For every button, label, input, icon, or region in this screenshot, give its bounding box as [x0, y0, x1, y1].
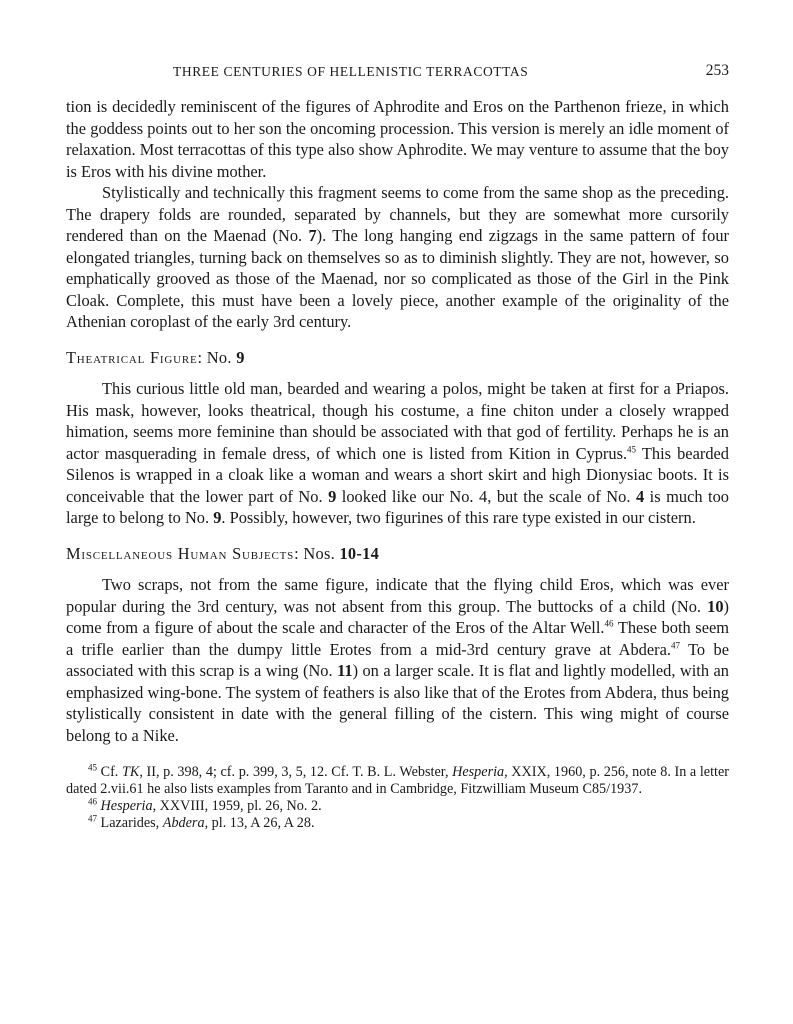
paragraph-3 [66, 378, 729, 529]
footnote-number: 46 [88, 796, 97, 807]
paragraph-3-text-c: looked like our No. 4, but the scale of No. [336, 486, 636, 506]
footnote-italic: Abdera [162, 815, 205, 831]
catalogue-number: 10 [707, 596, 724, 616]
footnote-italic: Hesperia [100, 798, 153, 814]
section-heading-number: 10-14 [339, 543, 380, 563]
section-heading-miscellaneous-human-subjects [66, 543, 729, 565]
footnote-text: , XXIX, 1960, p. 256, note 8. In a letter dated 2.vii.61 he also lists examples from Taranto and in Cambridge, Fitzwilliam Museum C85/1937. [66, 764, 729, 797]
catalogue-number: 9 [213, 508, 222, 527]
paragraph-4-text-d: To be associated with this scrap is a wing (No. [66, 639, 729, 680]
catalogue-number: 4 [635, 486, 645, 506]
section-heading-label: Theatrical Figure [66, 347, 198, 367]
paragraph-4-text-e: ) on a larger scale. It is flat and lightly modelled, with an emphasized wing-bone. The system of feathers is also like that of the Erotes from Abdera, thus being stylistically consistent in date with the general filling of the cistern. This wing might of course belong to a Nike. [66, 661, 729, 745]
footnote-text: Lazarides, [97, 815, 163, 831]
page [66, 60, 729, 832]
footnote-ref-45: 45 [627, 444, 637, 455]
catalogue-number: 7 [308, 226, 317, 245]
paragraph-2-text-a: Stylistically and technically this fragment seems to come from the same shop as the preceding. The drapery folds are rounded, separated by channels, but they are somewhat more cursorily rendered than on the Maenad (No. [66, 183, 729, 245]
paragraph-1-text: tion is decidedly reminiscent of the figures of Aphrodite and Eros on the Parthenon frieze, in which the goddess points out to her son the oncoming procession. This version is merely an idle moment of relaxation. Most terracottas of this type also show Aphrodite. We may venture to assume that the boy is Eros with his divine mother. [66, 97, 729, 181]
paragraph-4-text-b: ) come from a figure of about the scale and character of the Eros of the Altar Well. [66, 596, 729, 637]
footnote-italic: Hesperia [452, 764, 505, 780]
footnote-italic: TK [121, 764, 140, 780]
section-heading-number: 9 [236, 347, 245, 367]
section-heading-label: Miscellaneous Human Subjects [66, 543, 295, 563]
footnote-46 [66, 798, 729, 815]
paragraph-3-text-e: . Possibly, however, two figurines of this rare type existed in our cistern. [221, 508, 696, 527]
footnote-text: , pl. 13, A 26, A 28. [204, 815, 315, 831]
page-number: 253 [705, 62, 729, 79]
catalogue-number: 9 [328, 486, 337, 506]
body-text [66, 96, 729, 746]
paragraph-1 [66, 96, 729, 182]
footnote-ref-47: 47 [670, 640, 680, 651]
paragraph-3-text-b: This bearded Silenos is wrapped in a cloak like a woman and wears a short skirt and high Dionysiac boots. It is conceivable that the lower part of No. [66, 443, 729, 506]
footnote-text: , II, p. 398, 4; cf. p. 399, 3, 5, 12. Cf. T. B. L. Webster, [139, 764, 453, 780]
running-head [66, 60, 729, 84]
footnote-47 [66, 815, 729, 832]
footnote-number: 47 [88, 813, 97, 824]
footnote-ref-46: 46 [604, 618, 614, 629]
paragraph-3-text-a: This curious little old man, bearded and wearing a polos, might be taken at first for a Priapos. His mask, however, looks theatrical, though his costume, a fine chiton under a closely wrapped himation, seems more feminine than should be associated with that god of fertility. Perhaps he is an actor masquerading in female dress, of which one is listed from Kition in Cyprus. [66, 379, 729, 463]
paragraph-2 [66, 182, 729, 333]
section-heading-sep: : Nos. [294, 543, 340, 563]
paragraph-4-text-a: Two scraps, not from the same figure, indicate that the flying child Eros, which was ever popular during the 3rd century, was not absent from this group. The buttocks of a child (No. [66, 575, 729, 616]
footnotes [66, 764, 729, 832]
footnote-number: 45 [88, 762, 97, 773]
section-heading-sep: : No. [197, 347, 237, 367]
section-heading-theatrical-figure [66, 347, 729, 369]
paragraph-2-text-b: ). The long hanging end zigzags in the same pattern of four elongated triangles, turning back on themselves so as to diminish slightly. They are not, however, so emphatically grooved as those of the Maenad, nor so complicated as those of the Girl in the Pink Cloak. Complete, this must have been a lovely piece, another example of the originality of the Athenian coroplast of the early 3rd century. [66, 226, 729, 331]
paragraph-4-text-c: These both seem a trifle earlier than the dumpy little Erotes from a mid-3rd century grave at Abdera. [66, 618, 729, 659]
paragraph-4 [66, 574, 729, 746]
catalogue-number: 11 [337, 661, 353, 680]
footnote-45 [66, 764, 729, 798]
footnote-text: , XXVIII, 1959, pl. 26, No. 2. [152, 798, 322, 814]
paragraph-3-text-d: is much too large to belong to No. [66, 486, 729, 527]
running-title: THREE CENTURIES OF HELLENISTIC TERRACOTTAS [173, 64, 529, 79]
footnote-text: Cf. [97, 764, 122, 780]
